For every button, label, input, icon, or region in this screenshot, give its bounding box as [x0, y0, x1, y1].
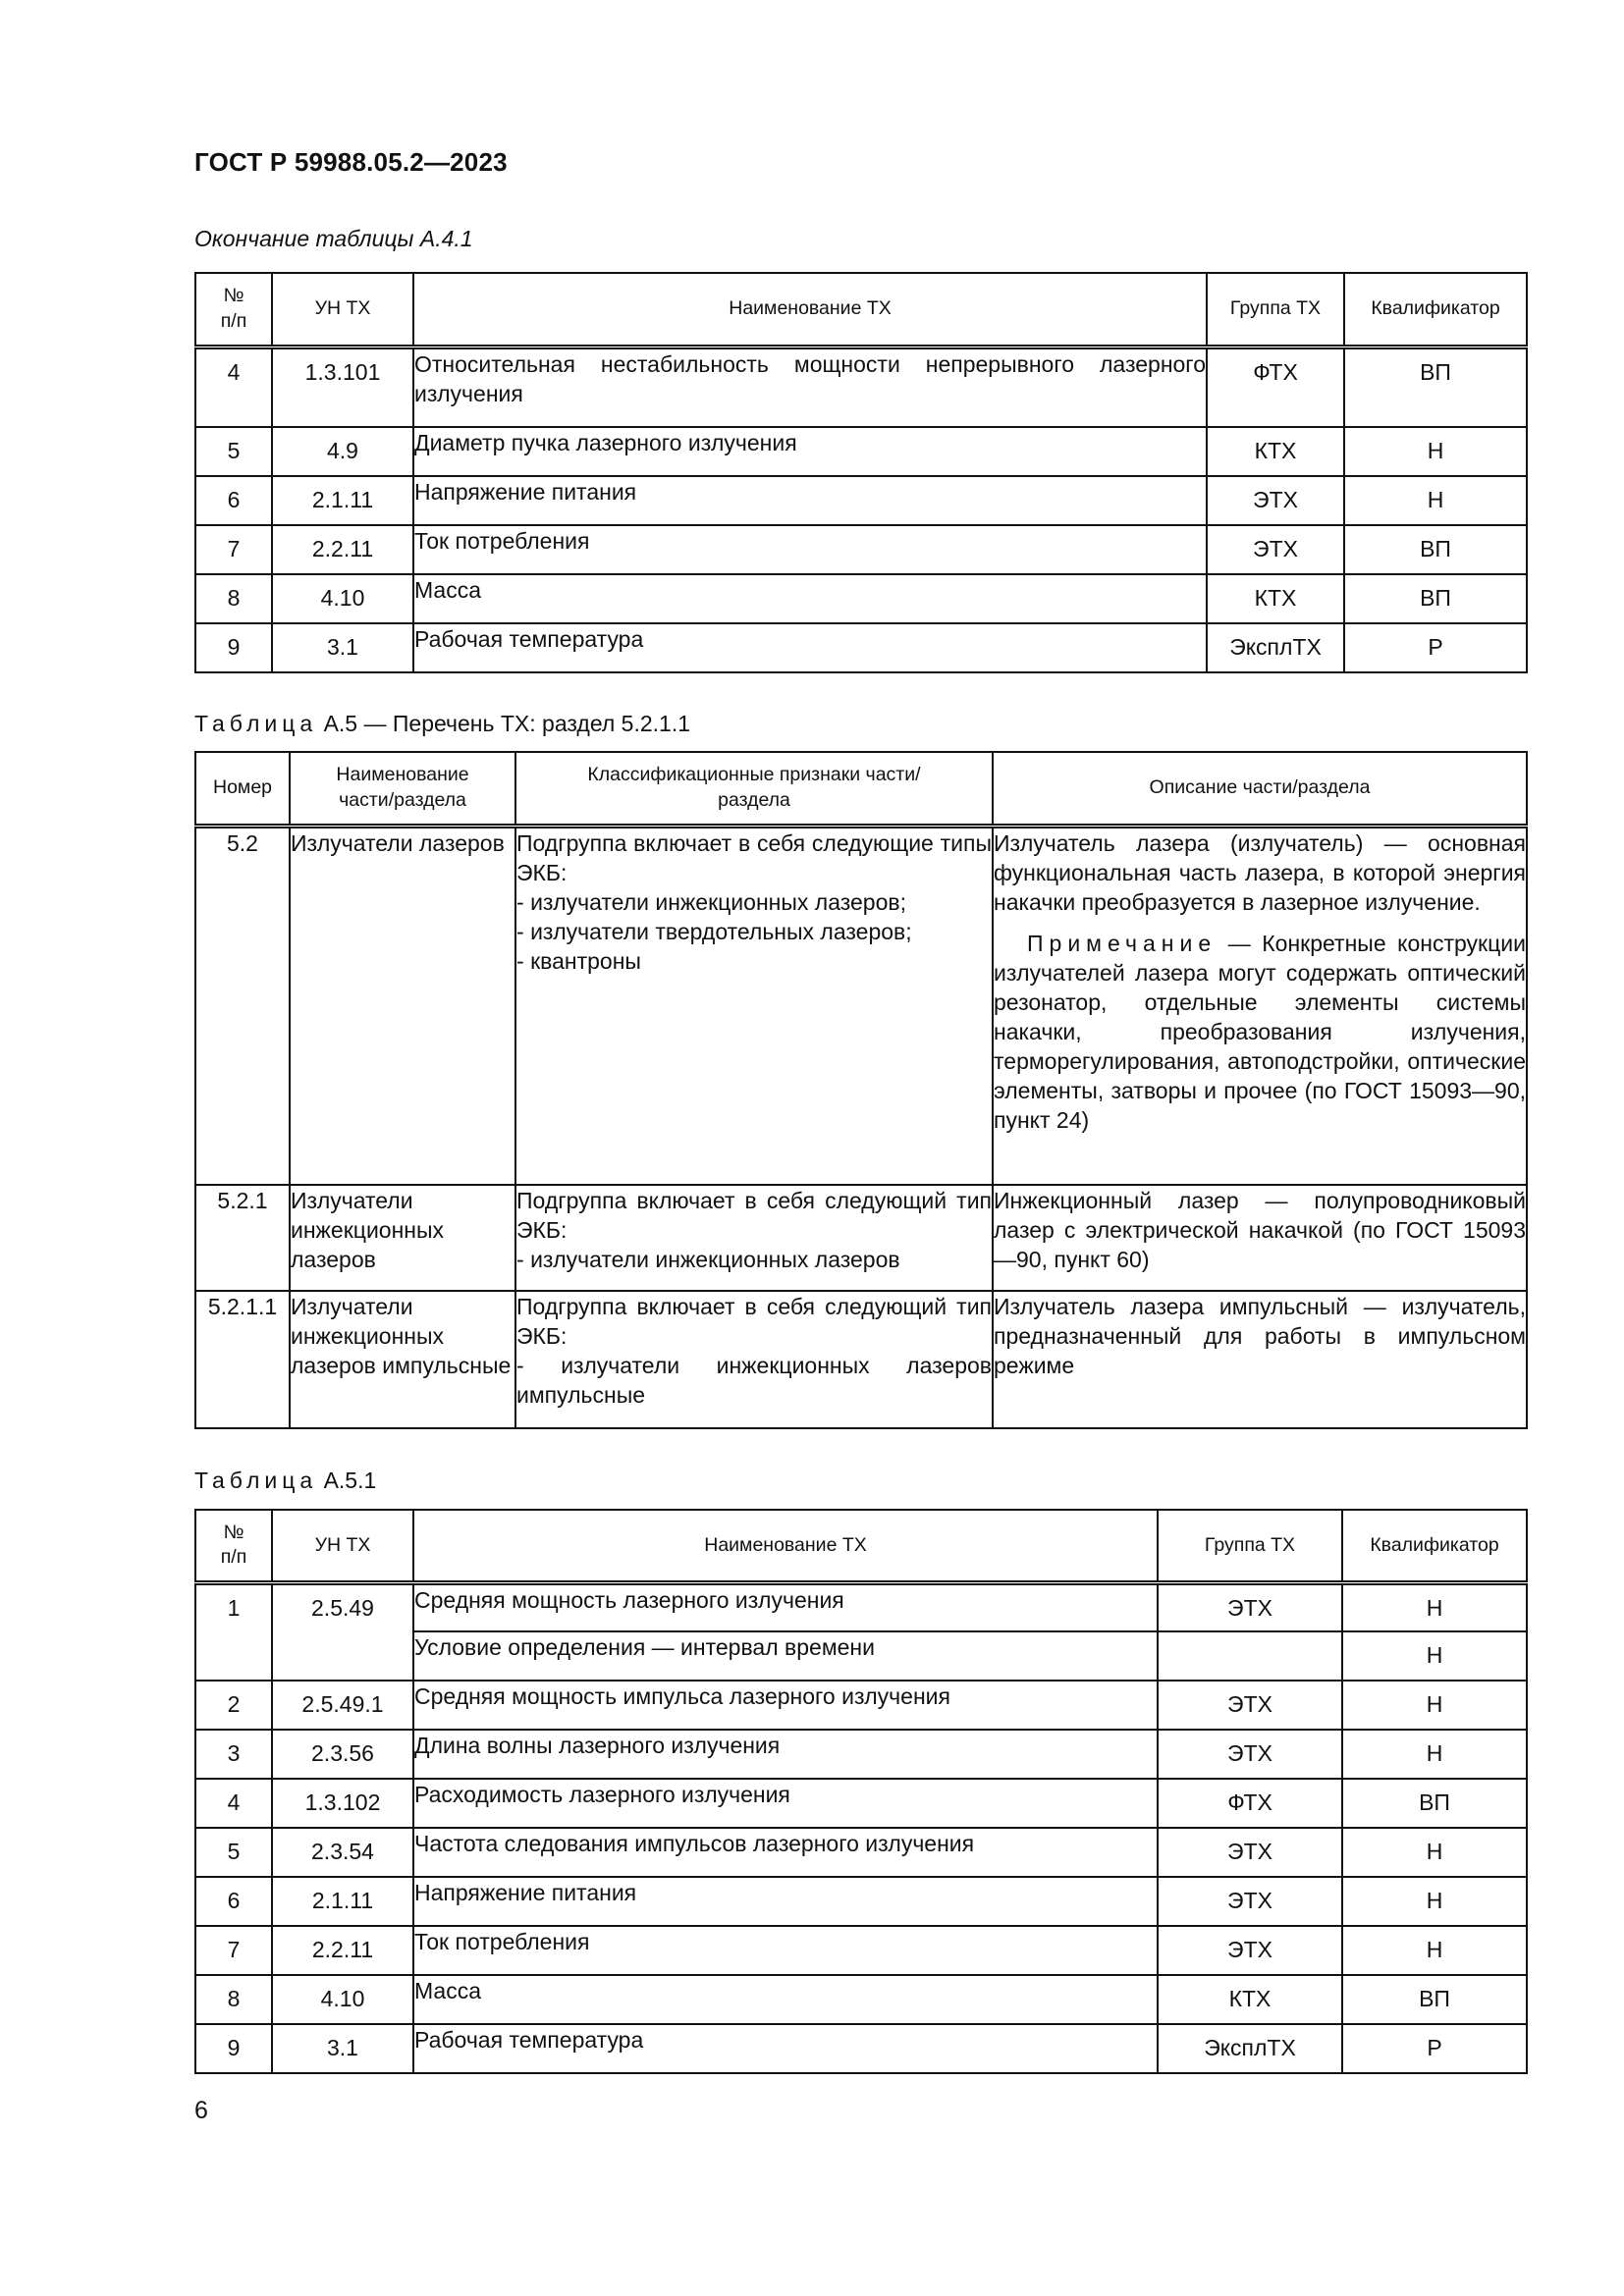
col-header-qualifier: Квалификатор [1344, 273, 1527, 347]
table-row [195, 1185, 1527, 1291]
col-header-group: Группа ТХ [1158, 1510, 1342, 1582]
cell-name: Рабочая температура [413, 623, 1207, 672]
cell-code: 4.9 [272, 427, 413, 476]
table-header-row [195, 752, 1527, 826]
cell-group: ЭксплТХ [1207, 623, 1344, 672]
cell-features [515, 1185, 993, 1291]
description-text: Излучатель лазера (излучатель) — основная функциональная часть лазера, в которой энергия накачки преобразуется в лазерное излучение. [994, 829, 1526, 915]
table-row [195, 1582, 1527, 1631]
list-item: - квантроны [516, 946, 992, 976]
col-header-number: № п/п [195, 273, 272, 347]
cell-code: 4.10 [272, 574, 413, 623]
cell-name: Средняя мощность лазерного излучения [413, 1582, 1158, 1631]
cell-qualifier: Р [1342, 2024, 1527, 2073]
table-row [195, 2024, 1527, 2073]
cell-group: КТХ [1158, 1975, 1342, 2024]
cell-number: 7 [195, 1926, 272, 1975]
cell-qualifier: Н [1342, 1730, 1527, 1779]
cell-group: ЭТХ [1207, 525, 1344, 574]
col-header-features: Классификационные признаки части/раздела [515, 752, 993, 826]
col-header-number: Номер [195, 752, 290, 826]
cell-features [515, 1291, 993, 1428]
table-a5 [194, 751, 1528, 1429]
cell-code: 1.3.102 [272, 1779, 413, 1828]
cell-code: 2.2.11 [272, 525, 413, 574]
caption-text: А.5 — Перечень ТХ: раздел 5.2.1.1 [323, 711, 691, 736]
cell-qualifier: Н [1342, 1828, 1527, 1877]
cell-code: 1.3.101 [272, 347, 413, 427]
cell-code: 3.1 [272, 2024, 413, 2073]
cell-qualifier: ВП [1344, 574, 1527, 623]
cell-qualifier: Н [1342, 1877, 1527, 1926]
cell-qualifier: ВП [1342, 1975, 1527, 2024]
note-text: — Конкретные конструкции излучателей лазера могут содержать оптический резонатор, отдельные элементы системы накачки, преобразования излучения, терморегулирования, автоподстройки, оптические элементы, затворы и прочее (по ГОСТ 15093—90, пункт 24) [994, 930, 1526, 1133]
cell-qualifier: Н [1342, 1631, 1527, 1681]
cell-group: ЭТХ [1207, 476, 1344, 525]
cell-qualifier: Н [1342, 1681, 1527, 1730]
cell-group [1158, 1631, 1342, 1681]
col-header-number: № п/п [195, 1510, 272, 1582]
cell-group: ЭТХ [1158, 1828, 1342, 1877]
features-intro: Подгруппа включает в себя следующий тип ЭКБ: [516, 1294, 992, 1349]
cell-number: 2 [195, 1681, 272, 1730]
cell-name: Условие определения — интервал времени [413, 1631, 1158, 1681]
table-a41 [194, 272, 1528, 673]
caption-word: Таблица [194, 1468, 318, 1493]
cell-group: ЭТХ [1158, 1926, 1342, 1975]
cell-qualifier: Н [1344, 427, 1527, 476]
table-row [195, 1291, 1527, 1428]
table-a5-caption [194, 711, 690, 737]
cell-number: 8 [195, 574, 272, 623]
table-row [195, 1926, 1527, 1975]
cell-name: Относительная нестабильность мощности непрерывного лазерного излучения [413, 347, 1207, 427]
table-row [195, 826, 1527, 1185]
cell-group: ЭТХ [1158, 1730, 1342, 1779]
standard-designation: ГОСТ Р 59988.05.2—2023 [194, 147, 508, 177]
table-a51 [194, 1509, 1528, 2074]
table-a51-caption [194, 1468, 376, 1494]
note-word: Примечание [1027, 930, 1218, 956]
table-row [195, 525, 1527, 574]
cell-number: 5.2.1.1 [195, 1291, 290, 1428]
col-header-qualifier: Квалификатор [1342, 1510, 1527, 1582]
cell-code: 2.3.54 [272, 1828, 413, 1877]
cell-group: ФТХ [1158, 1779, 1342, 1828]
table-row [195, 476, 1527, 525]
table-row [195, 347, 1527, 427]
col-header-code: УН ТХ [272, 273, 413, 347]
cell-code: 2.5.49.1 [272, 1681, 413, 1730]
table-header-row [195, 273, 1527, 347]
cell-code: 2.1.11 [272, 1877, 413, 1926]
list-item: - излучатели инжекционных лазеров; [516, 887, 992, 917]
cell-group: ЭТХ [1158, 1877, 1342, 1926]
page-number: 6 [194, 2097, 208, 2124]
cell-qualifier: ВП [1344, 347, 1527, 427]
cell-group: ЭТХ [1158, 1582, 1342, 1631]
table-row [195, 427, 1527, 476]
cell-code: 3.1 [272, 623, 413, 672]
list-item: - излучатели твердотельных лазеров; [516, 917, 992, 946]
features-list [516, 1245, 992, 1274]
cell-group: ЭксплТХ [1158, 2024, 1342, 2073]
cell-part-name: Излучатели лазеров [290, 826, 515, 1185]
cell-number: 4 [195, 1779, 272, 1828]
caption-text: А.5.1 [323, 1468, 377, 1493]
cell-group: КТХ [1207, 574, 1344, 623]
cell-number: 6 [195, 1877, 272, 1926]
cell-number: 1 [195, 1582, 272, 1681]
cell-number: 5 [195, 427, 272, 476]
table-row [195, 1877, 1527, 1926]
note-paragraph [994, 929, 1526, 1135]
cell-qualifier: Р [1344, 623, 1527, 672]
cell-name: Масса [413, 574, 1207, 623]
cell-name: Рабочая температура [413, 2024, 1158, 2073]
cell-name: Расходимость лазерного излучения [413, 1779, 1158, 1828]
cell-number: 9 [195, 2024, 272, 2073]
cell-number: 5.2.1 [195, 1185, 290, 1291]
cell-name: Ток потребления [413, 1926, 1158, 1975]
cell-name: Частота следования импульсов лазерного излучения [413, 1828, 1158, 1877]
features-intro: Подгруппа включает в себя следующий тип ЭКБ: [516, 1188, 992, 1243]
col-header-part-name: Наименование части/раздела [290, 752, 515, 826]
cell-qualifier: Н [1344, 476, 1527, 525]
col-header-name: Наименование ТХ [413, 273, 1207, 347]
features-list [516, 1351, 992, 1410]
table-row [195, 1779, 1527, 1828]
cell-group: ЭТХ [1158, 1681, 1342, 1730]
cell-description [993, 826, 1527, 1185]
table-row [195, 1730, 1527, 1779]
cell-name: Диаметр пучка лазерного излучения [413, 427, 1207, 476]
table-header-row [195, 1510, 1527, 1582]
cell-description: Излучатель лазера импульсный — излучатель, предназначенный для работы в импульсном режиме [993, 1291, 1527, 1428]
cell-qualifier: ВП [1342, 1779, 1527, 1828]
cell-name: Масса [413, 1975, 1158, 2024]
cell-number: 9 [195, 623, 272, 672]
cell-features [515, 826, 993, 1185]
col-header-name: Наименование ТХ [413, 1510, 1158, 1582]
cell-part-name: Излучатели инжекционных лазеров [290, 1185, 515, 1291]
list-item: - излучатели инжекционных лазеров [516, 1245, 992, 1274]
features-intro: Подгруппа включает в себя следующие типы ЭКБ: [516, 829, 992, 885]
col-header-group: Группа ТХ [1207, 273, 1344, 347]
cell-name: Средняя мощность импульса лазерного излучения [413, 1681, 1158, 1730]
cell-number: 5 [195, 1828, 272, 1877]
cell-number: 5.2 [195, 826, 290, 1185]
table-row [195, 1828, 1527, 1877]
cell-code: 4.10 [272, 1975, 413, 2024]
col-header-code: УН ТХ [272, 1510, 413, 1582]
cell-qualifier: ВП [1344, 525, 1527, 574]
cell-part-name: Излучатели инжекционных лазеров импульсные [290, 1291, 515, 1428]
cell-name: Напряжение питания [413, 1877, 1158, 1926]
cell-code: 2.5.49 [272, 1582, 413, 1681]
cell-number: 8 [195, 1975, 272, 2024]
cell-code: 2.2.11 [272, 1926, 413, 1975]
table-row [195, 1681, 1527, 1730]
cell-name: Напряжение питания [413, 476, 1207, 525]
cell-name: Ток потребления [413, 525, 1207, 574]
cell-name: Длина волны лазерного излучения [413, 1730, 1158, 1779]
cell-number: 7 [195, 525, 272, 574]
cell-number: 4 [195, 347, 272, 427]
features-list [516, 887, 992, 976]
cell-group: ФТХ [1207, 347, 1344, 427]
cell-number: 6 [195, 476, 272, 525]
table-row [195, 623, 1527, 672]
list-item: - излучатели инжекционных лазеров импульсные [516, 1351, 992, 1410]
table-row [195, 1975, 1527, 2024]
cell-qualifier: Н [1342, 1582, 1527, 1631]
caption-word: Таблица [194, 711, 318, 736]
cell-qualifier: Н [1342, 1926, 1527, 1975]
cell-code: 2.1.11 [272, 476, 413, 525]
cell-number: 3 [195, 1730, 272, 1779]
cell-description: Инжекционный лазер — полупроводниковый лазер с электрической накачкой (по ГОСТ 15093—90, пункт 60) [993, 1185, 1527, 1291]
cell-group: КТХ [1207, 427, 1344, 476]
cell-code: 2.3.56 [272, 1730, 413, 1779]
table-row [195, 574, 1527, 623]
table-a41-caption: Окончание таблицы А.4.1 [194, 226, 473, 251]
col-header-description: Описание части/раздела [993, 752, 1527, 826]
